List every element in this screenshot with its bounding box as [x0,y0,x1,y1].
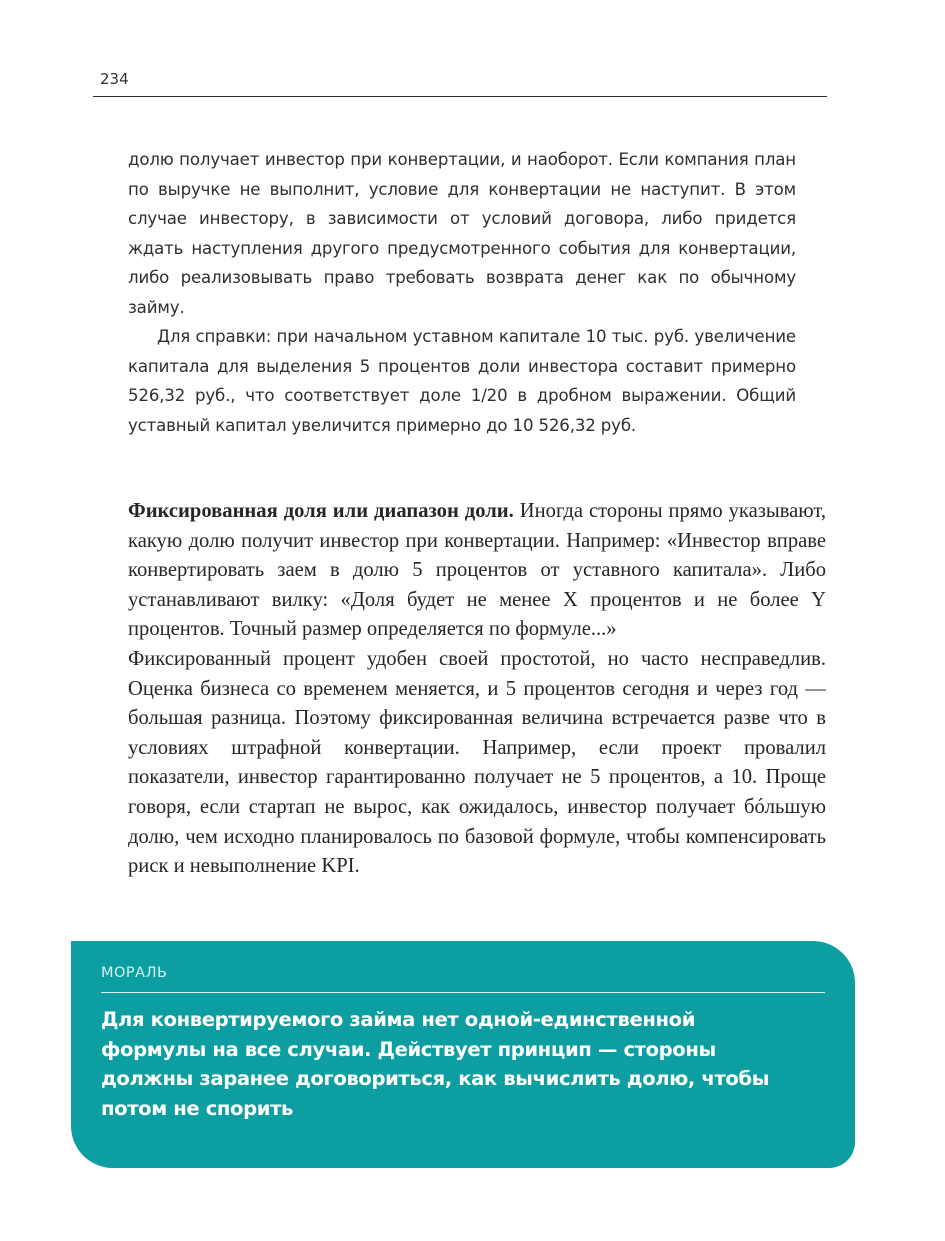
section-heading: Фиксированная доля или диапазон доли. [128,500,514,522]
moral-box [71,941,855,1168]
moral-divider [101,992,825,993]
moral-text: Для конвертируемого займа нет одной-единственной формулы на все случаи. Действует принцип — стороны должны заранее договориться, как вычислить долю, чтобы потом не спорить [101,1008,770,1120]
reference-section [128,145,796,440]
paragraph-reference-calculation: Для справки: при начальном уставном капитале 10 тыс. руб. увеличение капитала для выделения 5 процентов доли инвестора составит примерно 526,32 руб., что соответствует доле 1/20 в дробном выражении. Общий уставный капитал увеличится примерно до 10 526,32 руб. [128,327,796,435]
moral-label: МОРАЛЬ [101,965,168,981]
paragraph-fixed-percent: Фиксированный процент удобен своей простотой, но часто несправедлив. Оценка бизнеса со временем меняется, и 5 процентов сегодня и через год — большая разница. Поэтому фиксированная величина встречается разве что в условиях штрафной конвертации. Например, если проект провалил показатели, инвестор гарантированно получает не 5 процентов, а 10. Проще говоря, если стартап не вырос, как ожидалось, инвестор получает бóльшую долю, чем исходно планировалось по базовой формуле, чтобы компенсировать риск и невыполнение KPI. [128,647,826,878]
page-number: 234 [100,70,129,88]
paragraph-conversion-conditions: долю получает инвестор при конвертации, и наоборот. Если компания план по выручке не выполнит, условие для конвертации не наступит. В этом случае инвестору, в зависимости от условий договора, либо придется ждать наступления другого предусмотренного события для конвертации, либо реализовывать право требовать возврата денег как по обычному займу. [128,150,796,317]
fixed-share-section [128,497,826,882]
paragraph-fixed-share [128,497,826,645]
paragraph-fixed-share-text: Иногда стороны прямо указывают, какую долю получит инвестор при конвертации. Например: «Инвестор вправе конвертировать заем в долю 5 процентов от уставного капитала». Либо устанавливают вилку: «Доля будет не менее X процентов и не более Y процентов. Точный размер определяется по формуле...» [128,500,826,641]
header-rule [93,96,827,97]
